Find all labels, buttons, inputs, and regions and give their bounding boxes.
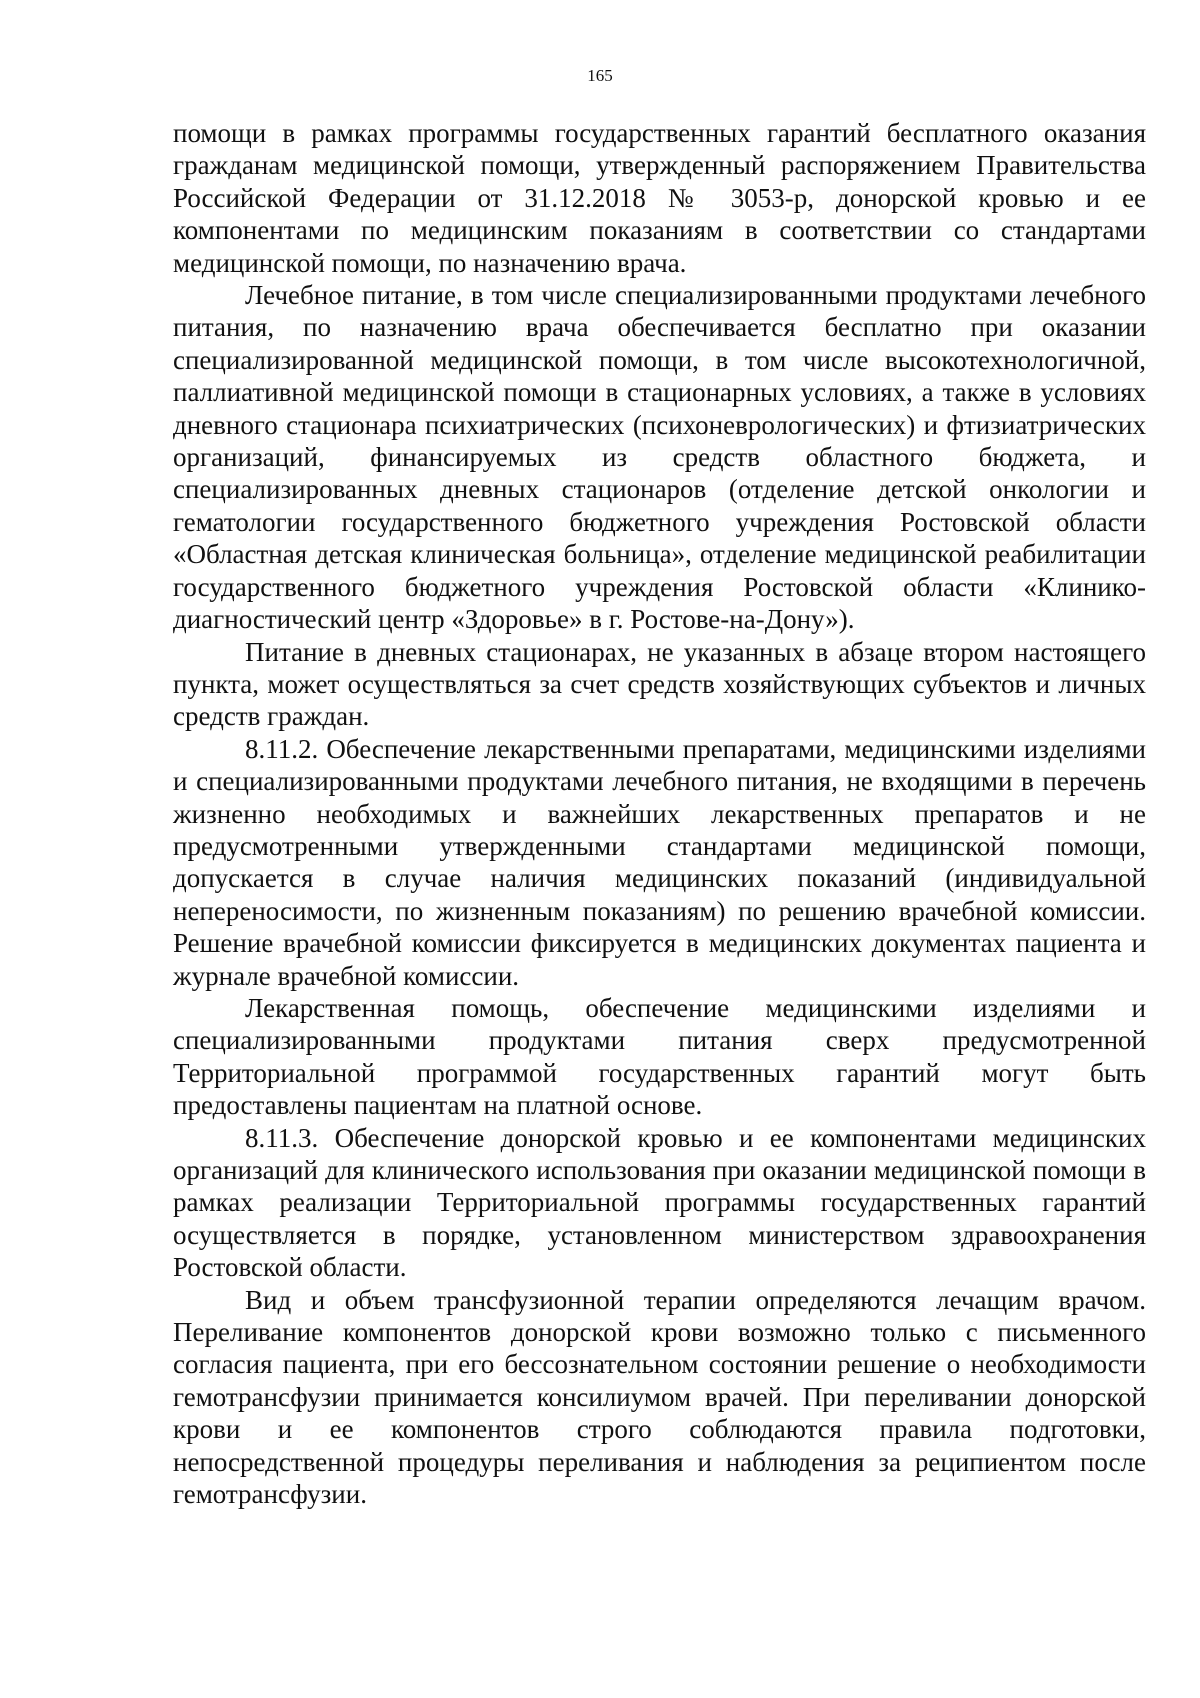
paragraph-continuation: помощи в рамках программы государственных гарантий бесплатного оказания гражданам медицинской помощи, утвержденный распоряжением Правительства Российской Федерации от 31.12.2018 № 3053-р, донорской кровью и ее компонентами по медицинским показаниям в соответствии со стандартами медицинской помощи, по назначению врача.	[173, 118, 1146, 278]
paragraph-section-8-11-2: 8.11.2. Обеспечение лекарственными препаратами, медицинскими изделиями и специализированными продуктами лечебного питания, не входящими в перечень жизненно необходимых и важнейших лекарственных препаратов и не предусмотренными утвержденными стандартами медицинской помощи, допускается в случае наличия медицинских показаний (индивидуальной непереносимости, по жизненным показаниям) по решению врачебной комиссии. Решение врачебной комиссии фиксируется в медицинских документах пациента и журнале врачебной комиссии.	[173, 733, 1146, 991]
paragraph-section-8-11-3: 8.11.3. Обеспечение донорской кровью и ее компонентами медицинских организаций для клинического использования при оказании медицинской помощи в рамках реализации Территориальной программы государственных гарантий осуществляется в порядке, установленном министерством здравоохранения Ростовской области.	[173, 1122, 1146, 1283]
paragraph-therapeutic-nutrition: Лечебное питание, в том числе специализированными продуктами лечебного питания, по назначению врача обеспечивается бесплатно при оказании специализированной медицинской помощи, в том числе высокотехнологичной, паллиативной медицинской помощи в стационарных условиях, а также в условиях дневного стационара психиатрических (психоневрологических) и фтизиатрических организаций, финансируемых из средств областного бюджета, и специализированных дневных стационаров (отделение детской онкологии и гематологии государственного бюджетного учреждения Ростовской области «Областная детская клиническая больница», отделение медицинской реабилитации государственного бюджетного учреждения Ростовской области «Клинико-диагностический центр «Здоровье» в г. Ростове-на-Дону»).	[173, 280, 1146, 635]
document-body	[173, 117, 1146, 1510]
paragraph-day-hospital-nutrition: Питание в дневных стационарах, не указанных в абзаце втором настоящего пункта, может осуществляться за счет средств хозяйствующих субъектов и личных средств граждан.	[173, 636, 1146, 732]
paragraph-paid-medical-assistance: Лекарственная помощь, обеспечение медицинскими изделиями и специализированными продуктами питания сверх предусмотренной Территориальной программой государственных гарантий могут быть предоставлены пациентам на платной основе.	[173, 992, 1146, 1121]
paragraph-transfusion-therapy: Вид и объем трансфузионной терапии определяются лечащим врачом. Переливание компонентов донорской крови возможно только с письменного согласия пациента, при его бессознательном состоянии решение о необходимости гемотрансфузии принимается консилиумом врачей. При переливании донорской крови и ее компонентов строго соблюдаются правила подготовки, непосредственной процедуры переливания и наблюдения за реципиентом после гемотрансфузии.	[173, 1284, 1146, 1510]
page-number: 165	[587, 66, 613, 85]
